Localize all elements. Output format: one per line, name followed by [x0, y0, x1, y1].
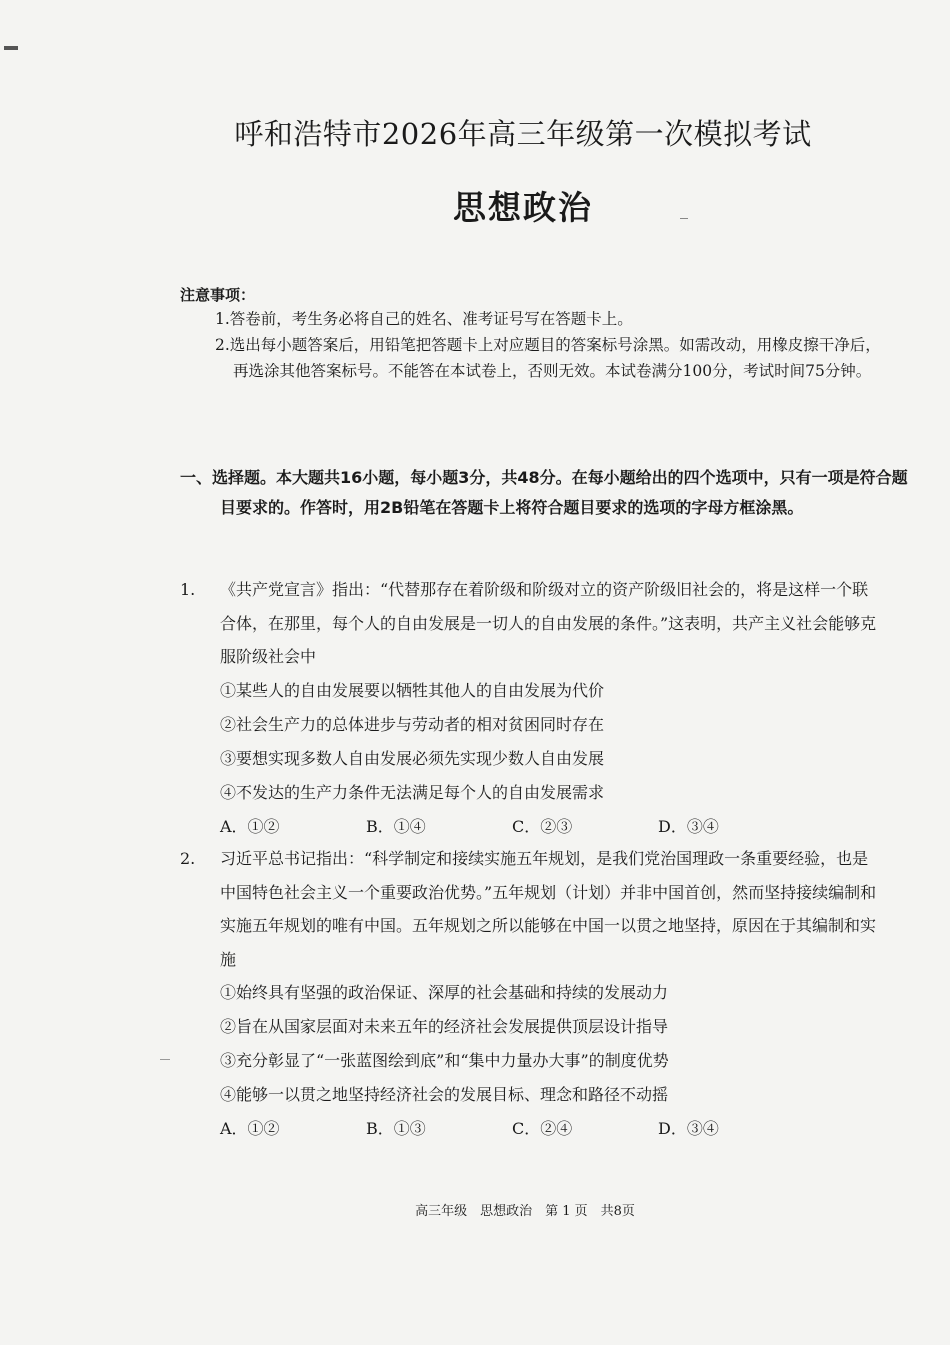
- scan-speck: [160, 1059, 170, 1060]
- option-c: C．②④: [512, 1119, 573, 1138]
- option-c: C．②③: [512, 816, 573, 836]
- answer-options: [180, 1112, 880, 1146]
- question-1: [180, 573, 880, 844]
- option-d: D．③④: [658, 816, 719, 836]
- option-b: B．①④: [366, 816, 426, 836]
- notice-item: 1.答卷前，考生务必将自己的姓名、准考证号写在答题卡上。: [215, 310, 633, 328]
- question-number: 2.: [180, 849, 196, 868]
- question-2: [180, 842, 880, 1146]
- option-d: D．③④: [658, 1119, 719, 1138]
- notice-heading: 注意事项：: [180, 286, 256, 304]
- question-stem: [180, 573, 880, 674]
- page-footer: 高三年级 思想政治 第 1 页 共8页: [415, 1204, 635, 1219]
- option-a: A．①②: [220, 1119, 280, 1138]
- question-stem: [180, 842, 880, 976]
- exam-title: 呼和浩特市2026年高三年级第一次模拟考试: [234, 117, 812, 151]
- statement: ③要想实现多数人自由发展必须先实现少数人自由发展: [220, 748, 605, 768]
- statement: ③充分彰显了“一张蓝图绘到底”和“集中力量办大事”的制度优势: [220, 1051, 669, 1070]
- statement: ②旨在从国家层面对未来五年的经济社会发展提供顶层设计指导: [220, 1017, 669, 1036]
- scan-corner-mark: [4, 46, 18, 50]
- question-number: 1.: [180, 580, 196, 599]
- option-b: B．①③: [366, 1119, 426, 1138]
- statement: ①某些人的自由发展要以牺牲其他人的自由发展为代价: [220, 680, 605, 700]
- statement: ④能够一以贯之地坚持经济社会的发展目标、理念和路径不动摇: [220, 1085, 669, 1104]
- notice-item: 2.选出每小题答案后，用铅笔把答题卡上对应题目的答案标号涂黑。如需改动，用橡皮擦干净后，再选涂其他答案标号。不能答在本试卷上，否则无效。本试卷满分100分，考试时间75分钟。: [215, 336, 881, 380]
- option-a: A．①②: [220, 816, 280, 836]
- statement: ①始终具有坚强的政治保证、深厚的社会基础和持续的发展动力: [220, 983, 669, 1002]
- question-text: 习近平总书记指出：“科学制定和接续实施五年规划，是我们党治国理政一条重要经验，也是中国特色社会主义一个重要政治优势。”五年规划（计划）并非中国首创，然而坚持接续编制和实施五年规划的唯有中国。五年规划之所以能够在中国一以贯之地坚持，原因在于其编制和实施: [220, 849, 877, 969]
- answer-options: [180, 810, 880, 844]
- subject-title: 思想政治: [453, 188, 593, 227]
- statement: ④不发达的生产力条件无法满足每个人的自由发展需求: [220, 782, 605, 802]
- question-text: 《共产党宣言》指出：“代替那存在着阶级和阶级对立的资产阶级旧社会的，将是这样一个联合体，在那里，每个人的自由发展是一切人的自由发展的条件。”这表明，共产主义社会能够克服阶级社会中: [220, 580, 877, 666]
- statement: ②社会生产力的总体进步与劳动者的相对贫困同时存在: [220, 714, 605, 734]
- section-heading: 一、选择题。本大题共16小题，每小题3分，共48分。在每小题给出的四个选项中，只有一项是符合题目要求的。作答时，用2B铅笔在答题卡上将符合题目要求的选项的字母方框涂黑。: [180, 468, 908, 517]
